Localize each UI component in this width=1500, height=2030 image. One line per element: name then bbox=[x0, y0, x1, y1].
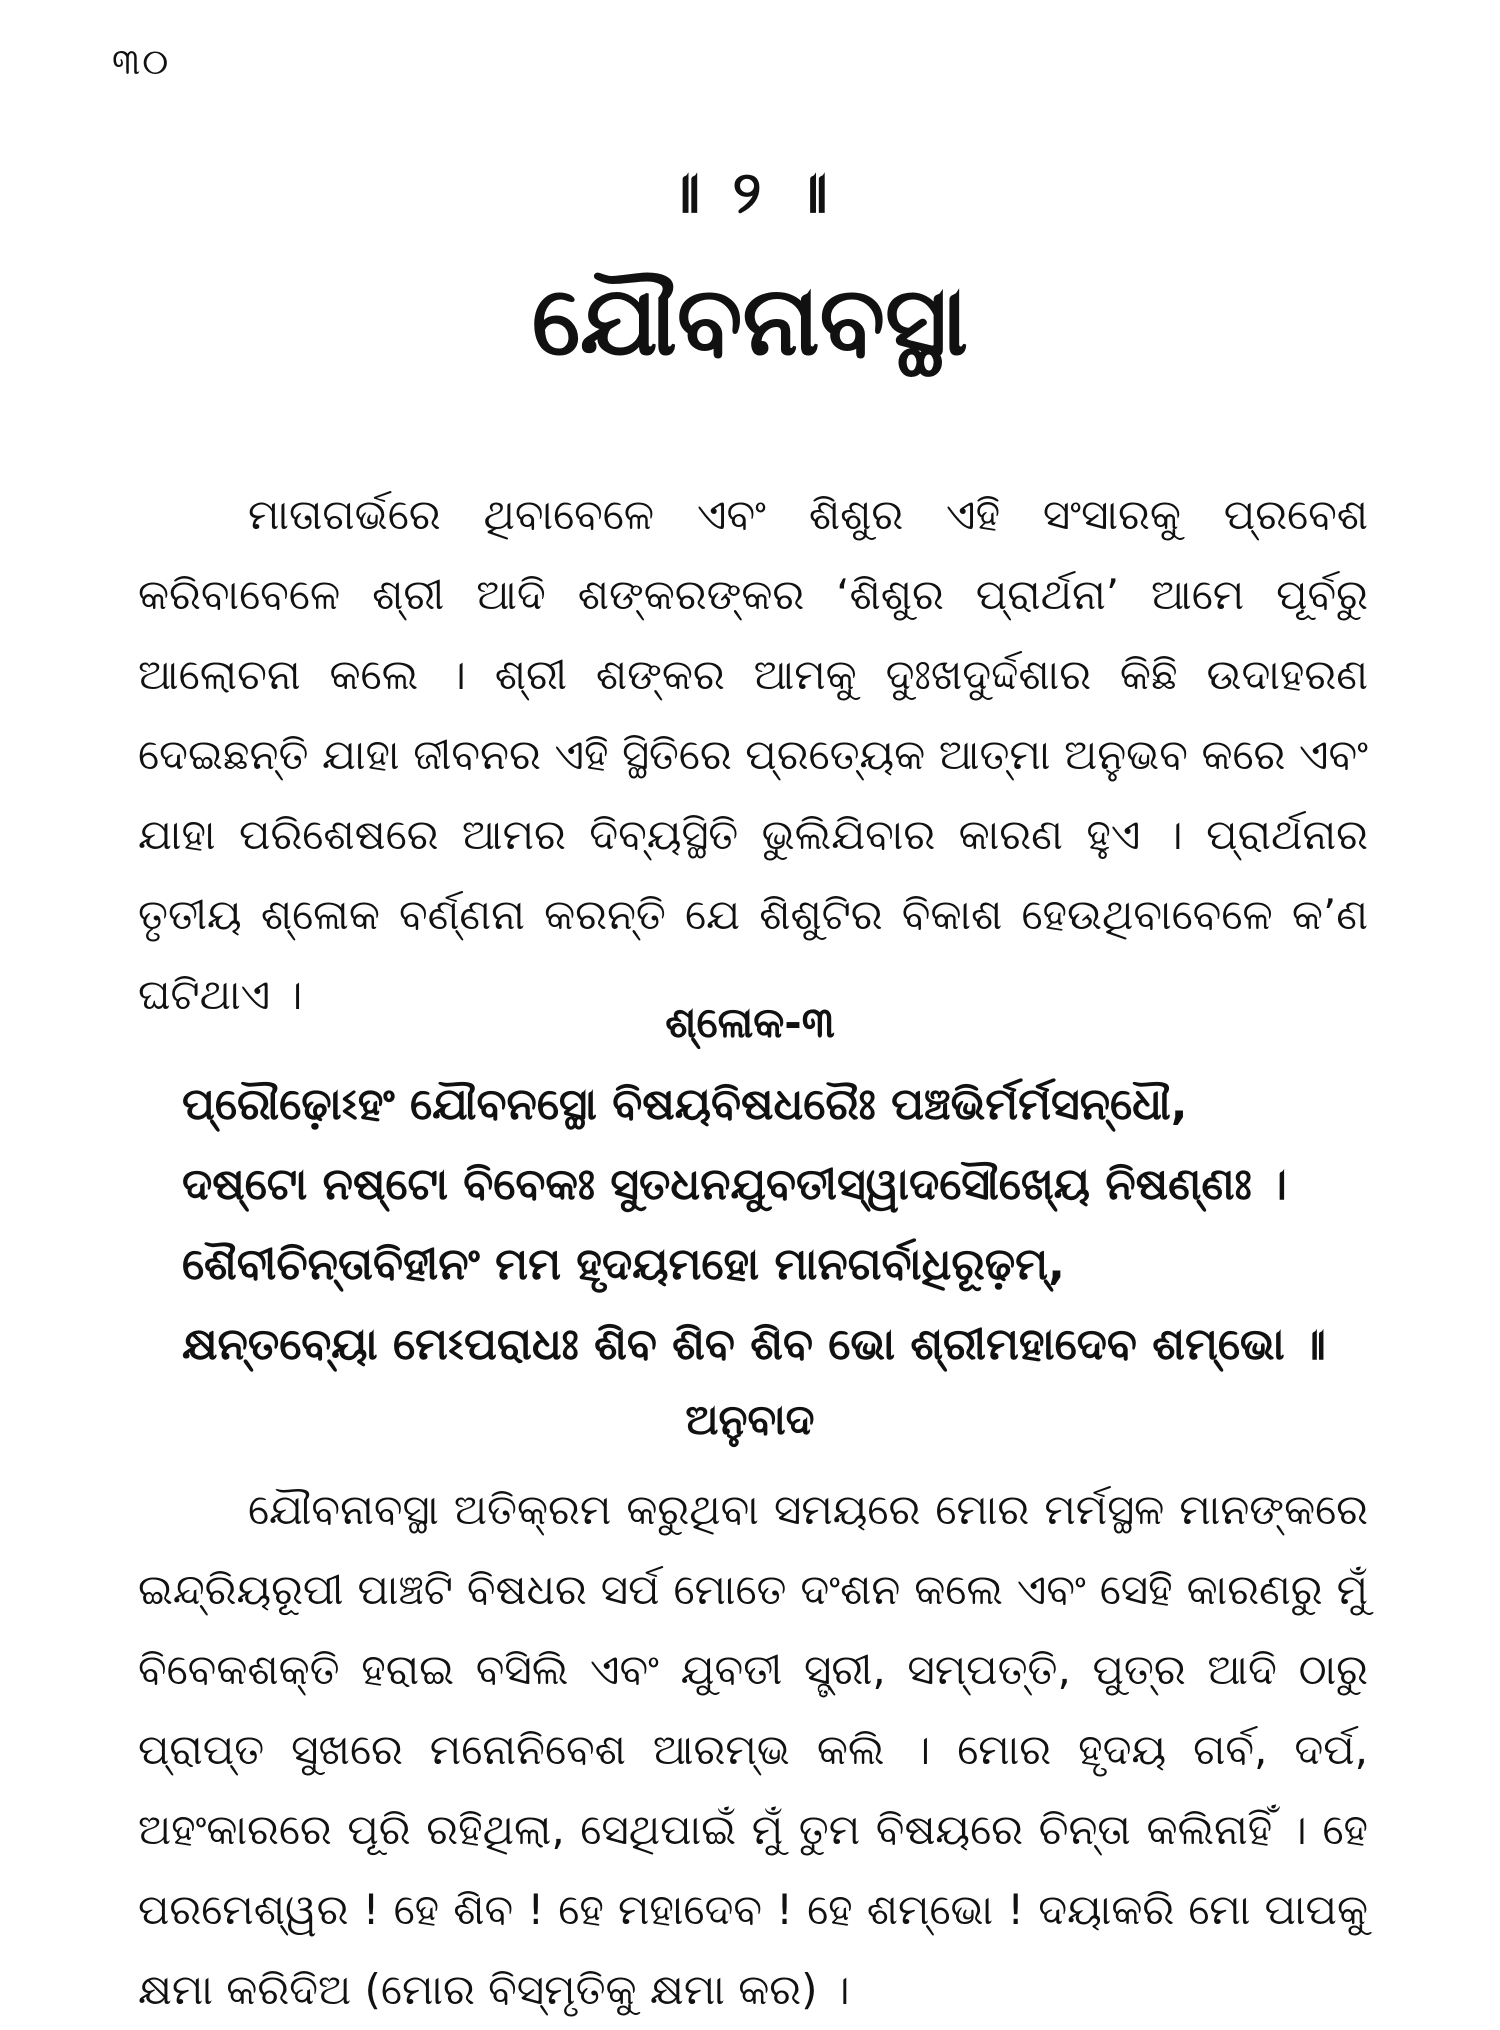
sloka-line: ପ୍ରୌଢ଼ୋଽହଂ ଯୌବନସ୍ଥୋ ବିଷୟବିଷଧରୈଃ ପଞ୍ଚଭିର୍ମର୍ମସନ୍ଧୌ, bbox=[182, 1079, 1188, 1130]
translation-heading: ଅନୁବାଦ bbox=[685, 1395, 815, 1444]
intro-paragraph: ମାତାଗର୍ଭରେ ଥିବାବେଳେ ଏବଂ ଶିଶୁର ଏହି ସଂସାରକୁ ପ୍ରବେଶ କରିବାବେଳେ ଶ୍ରୀ ଆଦି ଶଙ୍କରଙ୍କର ‘ଶିଶୁର ପ୍ରାର୍ଥନା’ ଆମେ ପୂର୍ବରୁ ଆଲୋଚନା କଲେ । ଶ୍ରୀ ଶଙ୍କର ଆମକୁ ଦୁଃଖଦୁର୍ଦ୍ଦଶାର କିଛି ଉଦାହରଣ ଦେଇଛନ୍ତି ଯାହା ଜୀବନର ଏହି ସ୍ଥିତିରେ ପ୍ରତ୍ୟେକ ଆତ୍ମା ଅନୁଭବ କରେ ଏବଂ ଯାହା ପରିଶେଷରେ ଆମର ଦିବ୍ୟସ୍ଥିତି ଭୁଲିଯିବାର କାରଣ ହୁଏ । ପ୍ରାର୍ଥନାର ତୃତୀୟ ଶ୍ଳୋକ ବର୍ଣ୍ଣନା କରନ୍ତି ଯେ ଶିଶୁଟିର ବିକାଶ ହେଉଥିବାବେଳେ କ’ଣ ଘଟିଥାଏ । bbox=[138, 490, 1368, 1019]
sloka-line: ଦଷ୍ଟୋ ନଷ୍ଟୋ ବିବେକଃ ସୁତଧନଯୁବତୀସ୍ୱାଦସୌଖ୍ୟେ ନିଷଣ୍ଣଃ । bbox=[182, 1159, 1287, 1210]
translation-paragraph-block bbox=[138, 1470, 1368, 2030]
chapter-title: ଯୌବନାବସ୍ଥା bbox=[531, 265, 969, 377]
sloka-heading: ଶ୍ଳୋକ-୩ bbox=[665, 998, 835, 1047]
intro-paragraph-block bbox=[138, 475, 1368, 1035]
translation-paragraph: ଯୌବନାବସ୍ଥା ଅତିକ୍ରମ କରୁଥିବା ସମୟରେ ମୋର ମର୍ମସ୍ଥଳ ମାନଙ୍କରେ ଇନ୍ଦ୍ରିୟରୂପୀ ପାଞ୍ଚଟି ବିଷଧର ସର୍ପ ମୋତେ ଦଂଶନ କଲେ ଏବଂ ସେହି କାରଣରୁ ମୁଁ ବିବେକଶକ୍ତି ହରାଇ ବସିଲି ଏବଂ ଯୁବତୀ ସ୍ତ୍ରୀ, ସମ୍ପତ୍ତି, ପୁତ୍ର ଆଦି ଠାରୁ ପ୍ରାପ୍ତ ସୁଖରେ ମନୋନିବେଶ ଆରମ୍ଭ କଲି । ମୋର ହୃଦୟ ଗର୍ବ, ଦର୍ପ, ଅହଂକାରରେ ପୂରି ରହିଥିଲା, ସେଥିପାଇଁ ମୁଁ ତୁମ ବିଷୟରେ ଚିନ୍ତା କଲିନାହିଁ । ହେ ପରମେଶ୍ୱର ! ହେ ଶିବ ! ହେ ମହାଦେବ ! ହେ ଶମ୍ଭୋ ! ଦୟାକରି ମୋ ପାପକୁ କ୍ଷମା କରିଦିଅ (ମୋର ବିସ୍ମୃତିକୁ କ୍ଷମା କର) । bbox=[138, 1485, 1368, 2014]
sloka-verse bbox=[182, 1065, 1372, 1385]
sloka-line: ଶୈବୀଚିନ୍ତାବିହୀନଂ ମମ ହୃଦୟମହୋ ମାନଗର୍ବାଧିରୂଢ଼ମ୍, bbox=[182, 1239, 1065, 1290]
chapter-number: ॥ ୨ ॥ bbox=[666, 158, 834, 226]
sloka-line: କ୍ଷନ୍ତବ୍ୟୋ ମେଽପରାଧଃ ଶିବ ଶିବ ଶିବ ଭୋ ଶ୍ରୀମହାଦେବ ଶମ୍ଭୋ ॥ bbox=[182, 1319, 1326, 1370]
page-number: ୩୦ bbox=[112, 42, 171, 83]
